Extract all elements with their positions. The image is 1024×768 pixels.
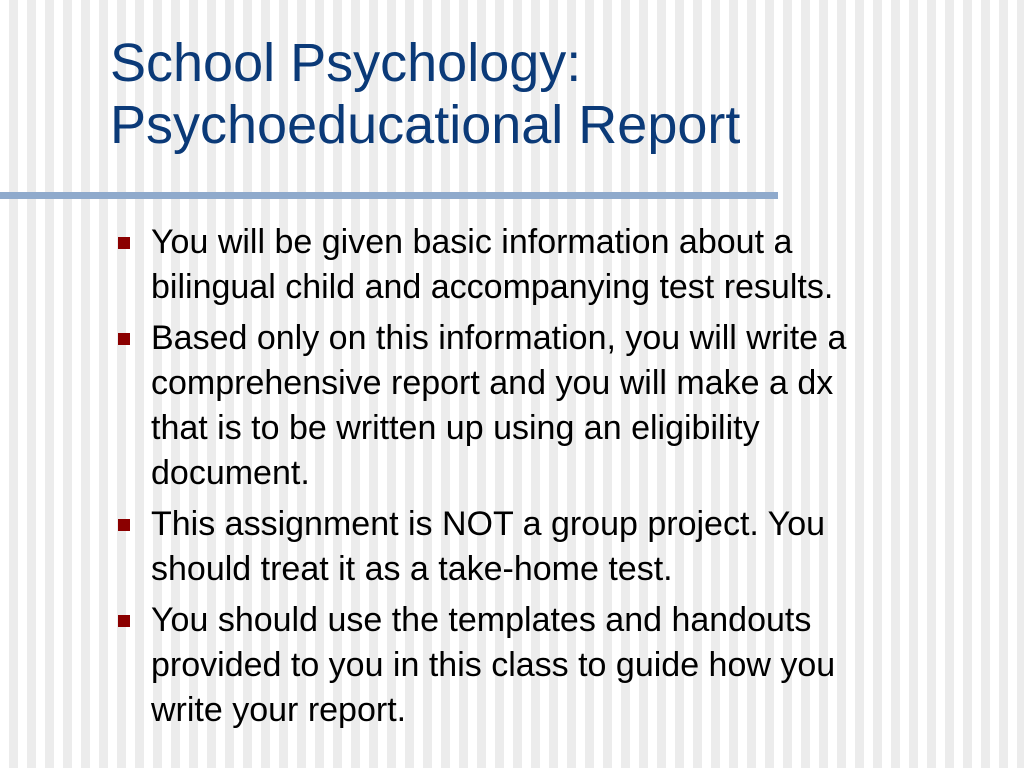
bullet-text-line: write your report. — [151, 691, 407, 729]
bullet-text-line: You will be given basic information about a — [151, 223, 793, 261]
slide-title — [110, 32, 990, 156]
bullet-text-line: Based only on this information, you will write a — [151, 319, 847, 357]
square-bullet-icon — [118, 237, 130, 249]
bullet-text-line: should treat it as a take-home test. — [151, 550, 673, 588]
bullet-list — [118, 220, 998, 739]
square-bullet-icon — [118, 333, 130, 345]
bullet-item — [118, 502, 998, 592]
bullet-text-line: You should use the templates and handouts — [151, 601, 812, 639]
bullet-item — [118, 316, 998, 496]
bullet-text-line: comprehensive report and you will make a dx — [151, 364, 834, 402]
bullet-text-line: This assignment is NOT a group project. You — [151, 505, 826, 543]
bullet-item — [118, 220, 998, 310]
slide-title-line: Psychoeducational Report — [110, 95, 741, 155]
slide-title-line: School Psychology: — [110, 33, 582, 93]
title-divider — [0, 192, 778, 199]
bullet-text-line: that is to be written up using an eligibility — [151, 409, 760, 447]
square-bullet-icon — [118, 615, 130, 627]
bullet-text-line: provided to you in this class to guide how you — [151, 646, 836, 684]
bullet-item — [118, 598, 998, 733]
bullet-text-line: document. — [151, 454, 310, 492]
square-bullet-icon — [118, 519, 130, 531]
bullet-text-line: bilingual child and accompanying test results. — [151, 268, 834, 306]
